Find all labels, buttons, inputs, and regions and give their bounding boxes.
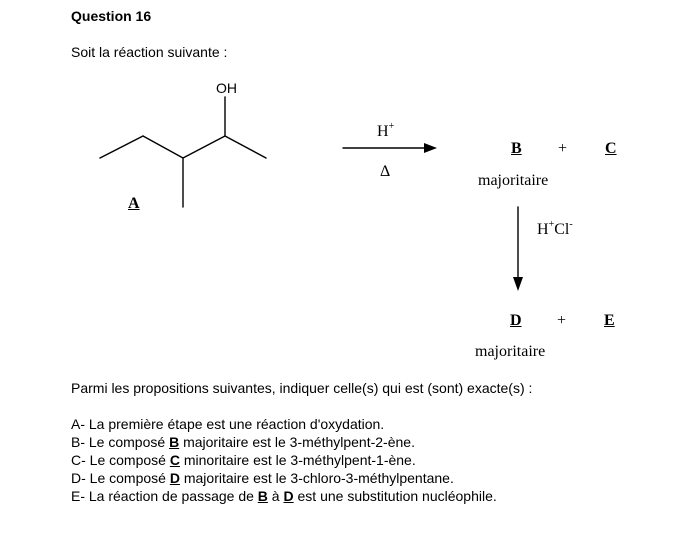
major-product-note-2: majoritaire — [475, 343, 546, 360]
question-title: Question 16 — [71, 8, 152, 24]
reaction-arrow-1-head — [424, 143, 437, 153]
compound-e-label: E — [604, 312, 615, 329]
compound-d-label: D — [510, 312, 522, 329]
plus-sign-1: + — [558, 140, 568, 157]
compound-b-label: B — [511, 140, 522, 157]
bond-c4-c5 — [225, 136, 266, 158]
option-d: D- Le composé D majoritaire est le 3-chloro-3-méthylpentane. — [71, 470, 454, 486]
step1-heat: Δ — [380, 163, 391, 180]
question-prompt: Parmi les propositions suivantes, indiquer celle(s) qui est (sont) exacte(s) : — [71, 380, 533, 396]
bond-c3-c4 — [183, 136, 225, 158]
step2-reagent: H+Cl- — [537, 219, 573, 238]
bond-c2-c3 — [143, 136, 183, 158]
compound-c-label: C — [605, 140, 617, 157]
hydroxyl-label: OH — [216, 80, 237, 96]
compound-a-label: A — [128, 195, 140, 212]
step1-reagent: H+ — [377, 121, 395, 140]
option-e: E- La réaction de passage de B à D est une substitution nucléophile. — [71, 488, 497, 504]
option-a: A- La première étape est une réaction d'oxydation. — [71, 416, 385, 432]
bond-c1-c2 — [100, 136, 143, 158]
option-c: C- Le composé C minoritaire est le 3-méthylpent-1-ène. — [71, 452, 416, 468]
major-product-note-1: majoritaire — [478, 172, 549, 189]
reaction-arrow-2-head — [513, 277, 523, 291]
question-intro: Soit la réaction suivante : — [71, 44, 228, 60]
option-b: B- Le composé B majoritaire est le 3-méthylpent-2-ène. — [71, 434, 415, 450]
plus-sign-2: + — [557, 312, 567, 329]
